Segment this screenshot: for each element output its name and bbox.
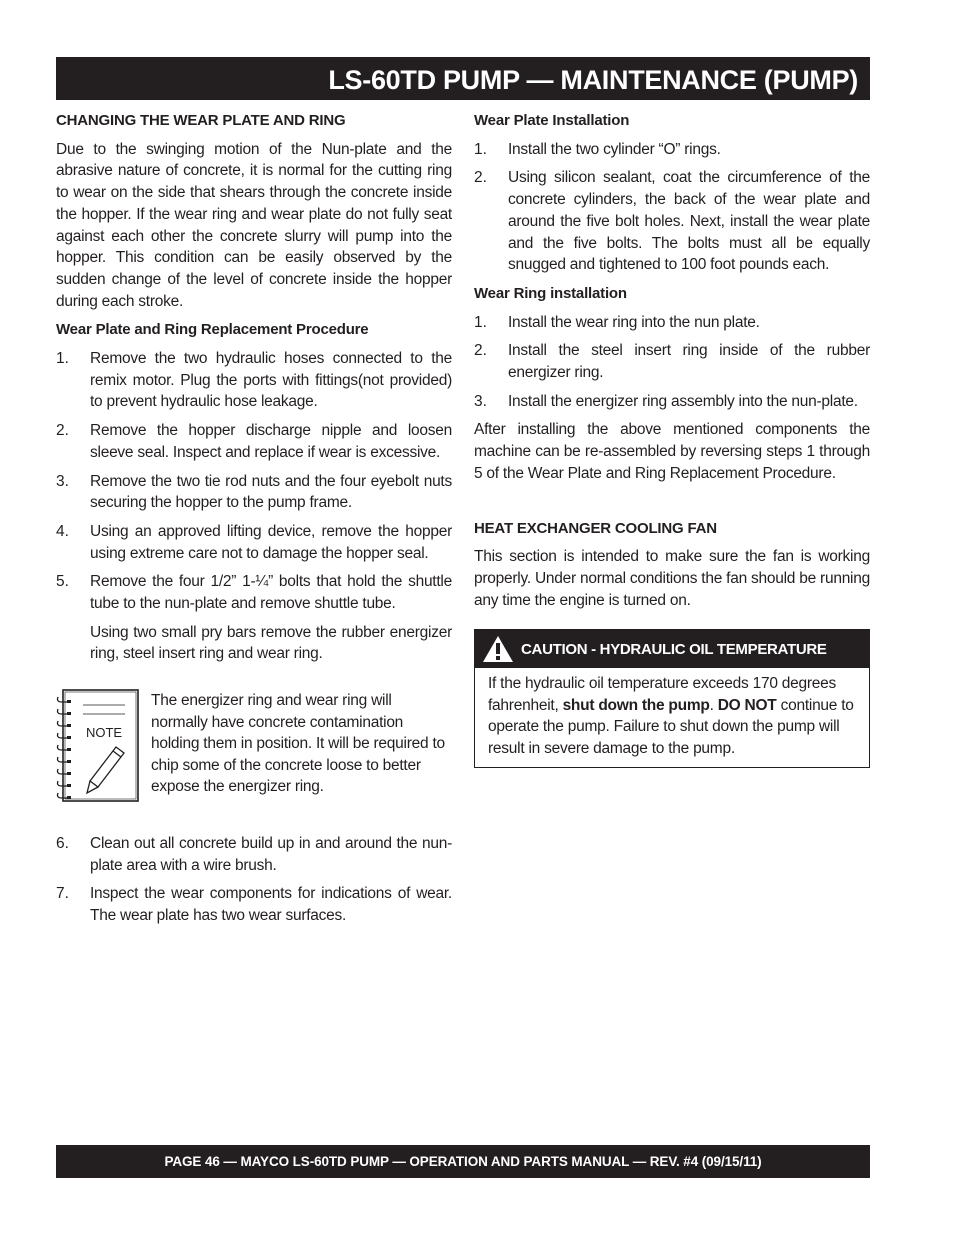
step-text: Inspect the wear components for indications of wear. The wear plate has two wear surfaces. <box>90 885 452 925</box>
replacement-steps-list-continued <box>56 833 452 927</box>
subheading-wear-ring-installation: Wear Ring installation <box>474 284 627 302</box>
page-footer <box>56 1145 870 1178</box>
caution-title: CAUTION - HYDRAULIC OIL TEMPERATURE <box>521 640 827 658</box>
list-item <box>56 420 452 463</box>
left-column-continued <box>56 833 452 934</box>
section-heading-wear-plate: CHANGING THE WEAR PLATE AND RING <box>56 112 346 129</box>
step-number: 1. <box>474 313 487 331</box>
step-text: Install the wear ring into the nun plate. <box>508 313 760 331</box>
ring-installation-steps <box>474 312 870 413</box>
note-block <box>56 689 452 804</box>
step-text: Clean out all concrete build up in and around the nun-plate area with a wire brush. <box>90 835 452 874</box>
replacement-steps-list <box>56 348 452 615</box>
list-item <box>474 340 870 383</box>
notepad-pencil-icon <box>56 689 140 803</box>
footer-text: PAGE 46 — MAYCO LS-60TD PUMP — OPERATION AND PARTS MANUAL — REV. #4 (09/15/11) <box>164 1154 762 1169</box>
caution-text: If the hydraulic oil temperature exceeds 170 degrees fahrenheit, <box>488 675 837 714</box>
step-text: Remove the two hydraulic hoses connected to the remix motor. Plug the ports with fittings(not provided) to prevent hydraulic hose leakage. <box>90 350 452 411</box>
plate-installation-steps <box>474 139 870 276</box>
list-item <box>474 167 870 276</box>
caution-header <box>475 630 869 668</box>
caution-text: continue to operate the pump. Failure to shut down the pump will result in severe damage to the pump. <box>488 696 854 757</box>
caution-text: . <box>709 696 718 714</box>
subheading-wear-plate-installation: Wear Plate Installation <box>474 112 630 129</box>
caution-emphasis: DO NOT <box>717 696 777 714</box>
step-text: Remove the hopper discharge nipple and loosen sleeve seal. Inspect and replace if wear is excessive. <box>90 422 452 461</box>
reassembly-paragraph: After installing the above mentioned components the machine can be re-assembled by reversing steps 1 through 5 of the Wear Plate and Ring Replacement Procedure. <box>474 421 870 482</box>
step-number: 3. <box>56 472 69 490</box>
step-number: 1. <box>474 140 487 158</box>
list-item <box>56 471 452 514</box>
step-number: 5. <box>56 573 69 591</box>
step-number: 3. <box>474 392 487 410</box>
list-item <box>56 521 452 564</box>
intro-paragraph: Due to the swinging motion of the Nun-plate and the abrasive nature of concrete, it is normal for the cutting ring to wear on the side that shears through the concrete inside the hopper. If the wear ring and wear plate do not fully seat against each other the concrete slurry will pump into the hopper. This condition can be easily observed by the sudden change of the level of concrete inside the hopper during each stroke. <box>56 140 452 310</box>
step-number: 2. <box>474 169 487 187</box>
list-item <box>474 312 870 334</box>
step-number: 7. <box>56 885 69 903</box>
section-heading-cooling-fan: HEAT EXCHANGER COOLING FAN <box>474 519 717 537</box>
list-item <box>474 391 870 413</box>
list-item <box>56 883 452 926</box>
step-text: Remove the two tie rod nuts and the four eyebolt nuts securing the hopper to the pump frame. <box>90 472 452 512</box>
caution-box <box>474 629 870 768</box>
list-item <box>474 139 870 161</box>
right-column <box>474 110 870 618</box>
warning-triangle-icon <box>475 635 521 663</box>
step-text: Install the two cylinder “O” rings. <box>508 140 721 158</box>
step-5-continuation: Using two small pry bars remove the rubber energizer ring, steel insert ring and wear ring. <box>90 623 452 663</box>
step-text: Remove the four 1/2” 1-¼” bolts that hold the shuttle tube to the nun-plate and remove shuttle tube. <box>90 573 452 613</box>
step-number: 2. <box>474 342 487 360</box>
list-item <box>56 348 452 413</box>
cooling-fan-paragraph: This section is intended to make sure the fan is working properly. Under normal conditions the fan should be running any time the engine is turned on. <box>474 548 870 609</box>
caution-body <box>475 668 869 759</box>
step-text: Install the energizer ring assembly into the nun-plate. <box>508 392 858 410</box>
note-label: NOTE <box>85 725 123 740</box>
step-text: Using silicon sealant, coat the circumference of the concrete cylinders, the back of the wear plate and around the five bolt holes. Next, install the wear plate and the five bolts. The bolts must all be equally snugged and tightened to 100 foot pounds each. <box>508 169 870 274</box>
step-number: 4. <box>56 522 69 540</box>
step-number: 6. <box>56 835 69 852</box>
left-column <box>56 110 452 672</box>
step-number: 2. <box>56 422 69 440</box>
note-text: The energizer ring and wear ring will normally have concrete contamination holding them in position. It will be required to chip some of the concrete loose to better expose the energizer ring. <box>151 692 445 795</box>
list-item <box>56 571 452 614</box>
subheading-replacement-procedure: Wear Plate and Ring Replacement Procedure <box>56 321 369 339</box>
page-title: LS-60TD PUMP — MAINTENANCE (PUMP) <box>328 65 858 95</box>
step-number: 1. <box>56 350 69 368</box>
list-item <box>56 833 452 876</box>
step-text: Using an approved lifting device, remove the hopper using extreme care not to damage the hopper seal. <box>90 522 452 562</box>
step-text: Install the steel insert ring inside of the rubber energizer ring. <box>508 342 870 382</box>
page-title-banner <box>56 57 870 100</box>
caution-emphasis: shut down the pump <box>562 696 710 714</box>
